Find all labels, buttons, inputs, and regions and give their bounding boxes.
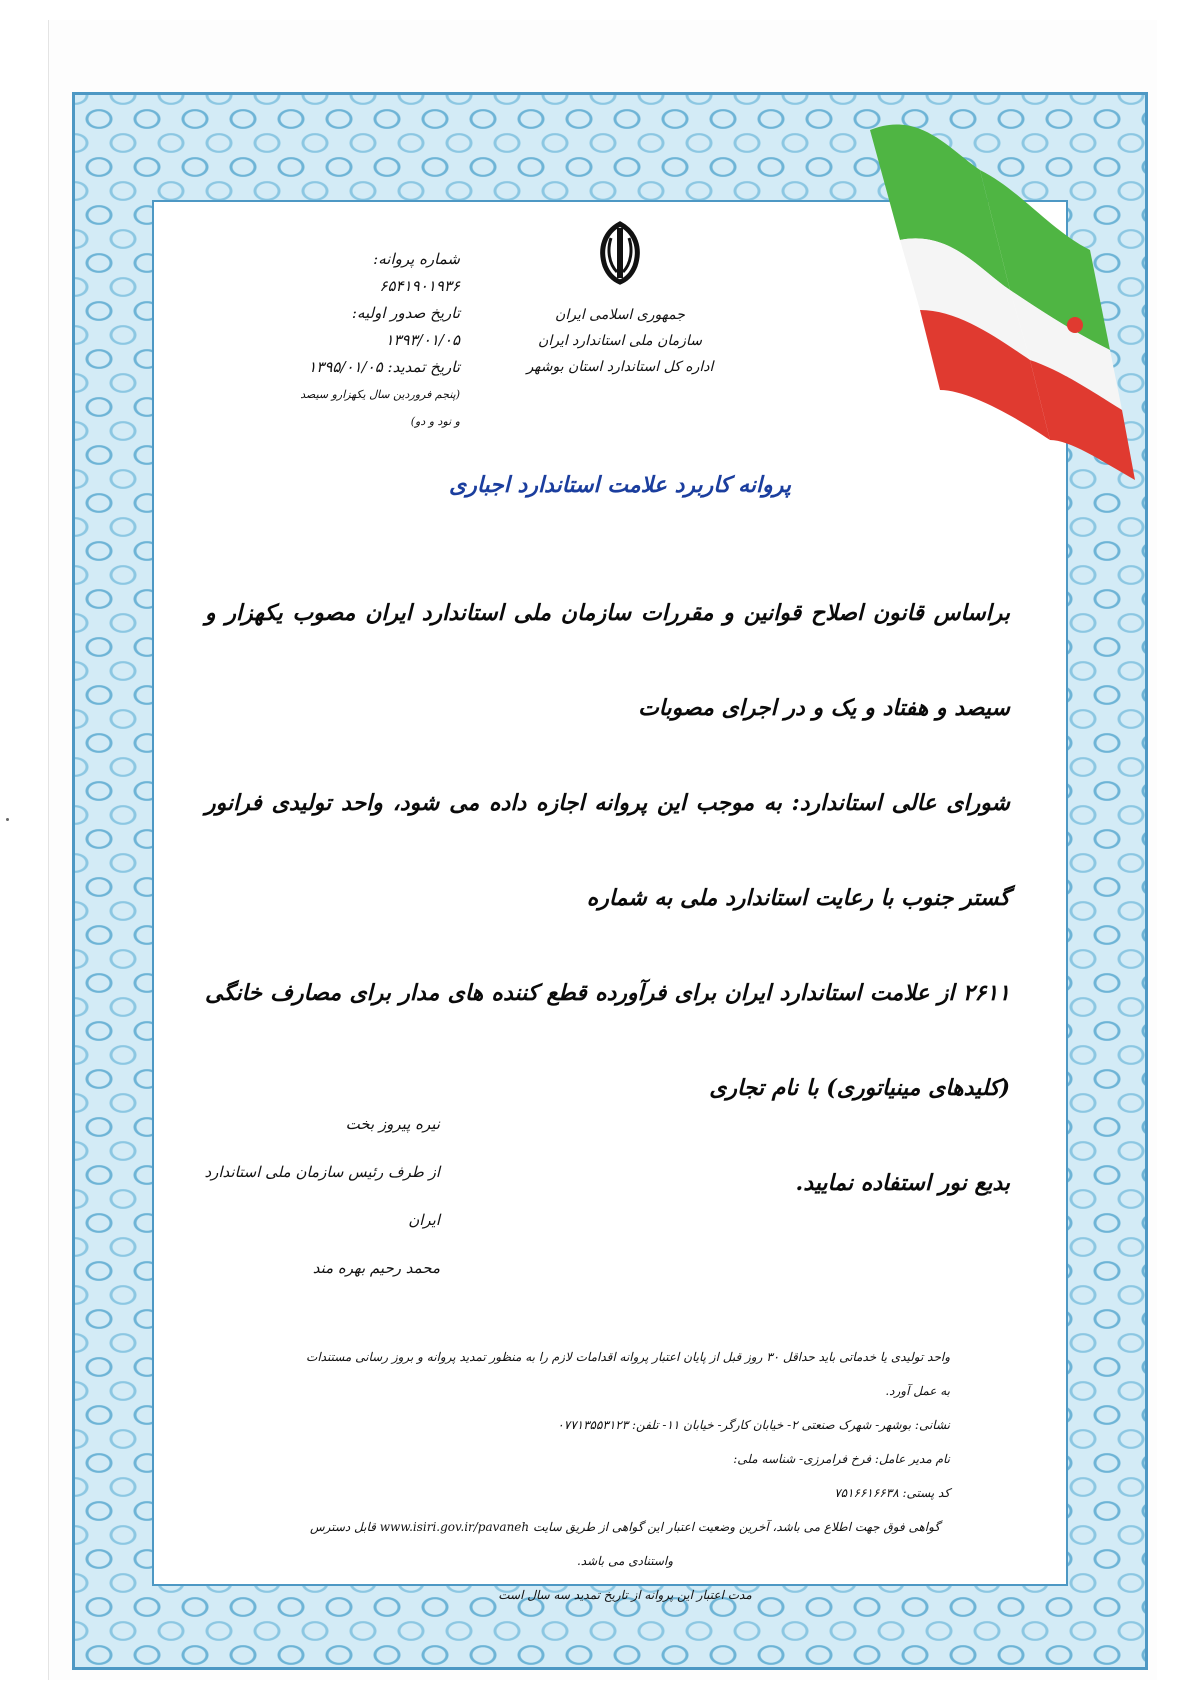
signer-role: از طرف رئیس سازمان ملی استاندارد ایران [204,1163,440,1229]
signer-name-2: محمد رحیم بهره مند [312,1259,440,1277]
renewal-notice: واحد تولیدی یا خدماتی باید حداقل ۳۰ روز قبل از پایان اعتبار پروانه اقدامات لازم را به منظور تمدید پروانه و بروز رسانی مستندات به عمل آورد. [306,1350,950,1398]
scan-speck [6,818,9,821]
manager-name: نام مدیر عامل: فرخ فرامرزی- شناسه ملی: [733,1452,950,1466]
org-country: جمهوری اسلامی ایران [555,307,685,323]
address: نشانی: بوشهر- شهرک صنعتی ۲- خیابان کارگر- خیابان ۱۱- تلفن: ۰۷۷۱۳۵۵۳۱۲۳ [557,1418,950,1432]
postal-code: کد پستی: ۷۵۱۶۶۱۶۶۳۸ [834,1486,950,1500]
body-line: ۲۶۱۱ از علامت استاندارد ایران برای فرآورده قطع کننده های مدار برای مصارف خانگی (کلیدهای مینیاتوری) با نام تجاری [205,980,1010,1101]
issue-date: تاریخ صدور اولیه: ۱۳۹۳/۰۱/۰۵ [351,304,460,349]
date-note: (پنجم فروردین سال یکهزارو سیصد و نود و دو) [300,388,460,428]
body-line: بدیع نور استفاده نمایید. [795,1170,1010,1196]
iran-flag-icon [860,110,1160,490]
validity-info: گواهی فوق جهت اطلاع می باشد، آخرین وضعیت اعتبار این گواهی از طریق سایت www.isiri.gov.ir/pavaneh قابل دسترس واستنادی می باشد. [309,1520,941,1568]
signer-name: نیره پیروز بخت [345,1115,440,1133]
org-national: سازمان ملی استاندارد ایران [538,333,702,349]
issuing-organization [480,302,760,380]
renewal-date: تاریخ تمدید: ۱۳۹۵/۰۱/۰۵ [308,358,460,376]
body-line: براساس قانون اصلاح قوانین و مقررات سازمان ملی استاندارد ایران مصوب یکهزار و سیصد و هفتاد و یک و در اجرای مصوبات [205,600,1010,721]
validity-period: مدت اعتبار این پروانه از تاریخ تمدید سه سال است [498,1588,752,1602]
page-title: پروانه کاربرد علامت استاندارد اجباری [448,472,792,498]
signature-block [200,1100,440,1292]
iran-emblem-icon [585,218,655,288]
license-number: شماره پروانه: ۶۵۴۱۹۰۱۹۳۶ [373,250,460,295]
org-provincial: اداره کل استاندارد استان بوشهر [526,359,714,375]
footer-notes [300,1340,950,1612]
license-info [300,246,460,435]
body-line: شورای عالی استاندارد: به موجب این پروانه اجازه داده می شود، واحد تولیدی فرانور گستر جنوب با رعایت استاندارد ملی به شماره [205,790,1010,911]
